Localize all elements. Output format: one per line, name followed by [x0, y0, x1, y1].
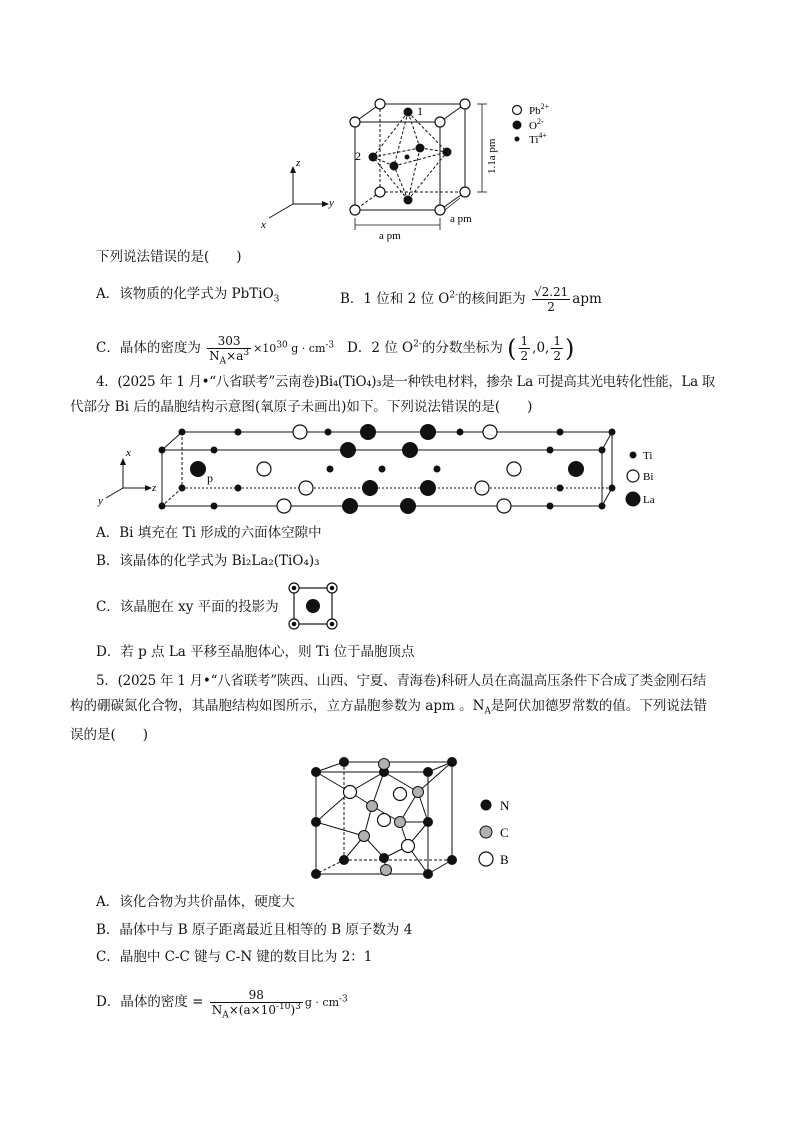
- q5-stem-line1: 5．(2025 年 1 月•“八省联考”陕西、山西、宁夏、青海卷)科研人员在高温高压条件下合成了类金刚石结: [96, 673, 706, 689]
- label-2: 2: [355, 149, 361, 163]
- q3-stem: 下列说法错误的是( ): [96, 249, 242, 265]
- svg-text:La: La: [643, 494, 655, 506]
- svg-text:N: N: [500, 798, 510, 813]
- svg-text:O2-: $O^{2-}$: [529, 117, 544, 132]
- pb-atom: [435, 205, 445, 215]
- o-atom: [369, 153, 378, 162]
- legend-n-icon: [481, 800, 492, 811]
- q4-option-a[interactable]: A．Bi 填充在 Ti 形成的六面体空隙中: [96, 525, 322, 541]
- pb-atom: [435, 117, 445, 127]
- q4-option-c[interactable]: C．该晶胞在 xy 平面的投影为: [96, 599, 279, 615]
- q5-stem-line2: 构的硼碳氮化合物，其晶胞结构如图所示，立方晶胞参数为 apm 。$N_A$是阿伏加德罗常数的值。下列说法错: [70, 698, 707, 717]
- q5-option-d[interactable]: D．晶体的密度 = $\frac{98}{N_A\times(a\times 10^{-10})^3}$ $g \cdot cm^{-3}$: [96, 988, 348, 1021]
- q5-option-c[interactable]: C．晶胞中 C-C 键与 C-N 键的数目比为 2：1: [96, 949, 373, 965]
- q3-option-a[interactable]: A．该物质的化学式为 PbTiO$_3$: [96, 286, 280, 305]
- label-1: 1: [417, 104, 423, 118]
- q5-option-b[interactable]: B．晶体中与 B 原子距离最近且相等的 B 原子数为 4: [96, 922, 413, 938]
- diamond-like-cell-diagram: [300, 748, 540, 888]
- q3-option-c[interactable]: C．晶体的密度为 $\frac{303}{N_A\times a^3}$ $\times 10^{30}$ $g \cdot cm^{-3}$: [96, 334, 335, 367]
- o-atom: [404, 196, 413, 205]
- legend-pb-icon: [513, 106, 522, 115]
- height-label: 1.1a pm: [486, 138, 498, 174]
- pb-atom: [460, 99, 470, 109]
- legend-o-icon: [513, 121, 522, 130]
- ti-atom: [405, 155, 410, 160]
- svg-text:z: z: [152, 482, 157, 494]
- legend-b-icon: [479, 852, 493, 866]
- o-atom: [404, 108, 413, 117]
- depth-label: a pm: [450, 213, 472, 225]
- legend-la-icon: [626, 492, 641, 507]
- bi-la-ti-cell-diagram: [90, 420, 670, 520]
- svg-text:x: x: [126, 447, 131, 459]
- perovskite-cell-diagram: [255, 92, 575, 242]
- q3-option-b[interactable]: B．1 位和 2 位 $O^{2-}$的核间距为 $\frac{√2.21}{2}$ apm: [340, 285, 602, 314]
- q5-option-a[interactable]: A．该化合物为共价晶体，硬度大: [96, 894, 295, 910]
- o-atom: [390, 162, 399, 171]
- pb-atom: [375, 99, 385, 109]
- q4-option-d[interactable]: D．若 p 点 La 平移至晶胞体心，则 Ti 位于晶胞顶点: [96, 644, 415, 660]
- pb-atom: [460, 187, 470, 197]
- svg-text:Bi: Bi: [643, 471, 654, 483]
- q4-stem-line1: 4．(2025 年 1 月•“八省联考”云南卷)Bi₄(TiO₄)₃是一种铁电材料，掺杂 La 可提高其光电转化性能，La 取: [96, 374, 715, 390]
- svg-text:B: B: [500, 852, 509, 867]
- svg-text:Ti: Ti: [643, 450, 653, 462]
- svg-text:y: y: [329, 197, 334, 209]
- svg-text:y: y: [98, 495, 103, 507]
- width-label: a pm: [379, 230, 401, 242]
- svg-text:z: z: [296, 157, 301, 169]
- legend-bi-icon: [627, 470, 639, 482]
- svg-text:Ti4+: $Ti^{4+}$: [529, 131, 547, 146]
- pb-atom: [350, 205, 360, 215]
- svg-text:x: x: [261, 219, 266, 231]
- pb-atom: [375, 187, 385, 197]
- svg-text:C: C: [500, 825, 509, 840]
- pb-atom: [350, 117, 360, 127]
- legend-ti-icon: [630, 452, 637, 459]
- o-atom: [416, 144, 425, 153]
- q3-option-d[interactable]: D．2 位 $O^{2-}$的分数坐标为 ( $\frac{1}{2}$ ,0, $\frac{1}{2}$ ): [347, 334, 575, 363]
- o-atom: [443, 148, 452, 157]
- q4-option-b[interactable]: B．该晶体的化学式为 Bi₂La₂(TiO₄)₃: [96, 553, 320, 569]
- legend-c-icon: [480, 826, 492, 838]
- xy-projection-icon: [286, 582, 342, 632]
- svg-text:Pb2+: $Pb^{2+}$: [529, 102, 550, 117]
- legend-ti-icon: [515, 137, 520, 142]
- q4-stem-line2: 代部分 Bi 后的晶胞结构示意图(氧原子未画出)如下。下列说法错误的是( ): [70, 399, 533, 415]
- p-label: p: [207, 471, 213, 485]
- q5-stem-line3: 误的是( ): [70, 727, 149, 743]
